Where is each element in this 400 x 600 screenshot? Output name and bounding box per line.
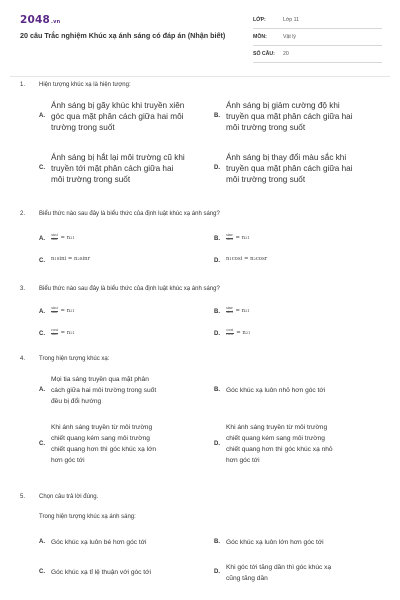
option-formula: $\frac{\sin r}{\sin i}$ = n 21 <box>226 233 250 242</box>
document-title: 20 câu Trắc nghiệm Khúc xạ ánh sáng có đáp án (Nhận biết) <box>20 31 226 40</box>
option-a[interactable] <box>39 306 209 319</box>
option-letter: D. <box>214 165 220 171</box>
option-letter: C. <box>39 441 45 447</box>
meta-subject-value: Vật lý <box>283 34 296 40</box>
option-text: Góc khúc xạ tỉ lệ thuận với góc tới <box>51 569 151 576</box>
option-letter: A. <box>39 539 45 545</box>
header-divider <box>10 76 390 77</box>
option-letter: B. <box>214 236 220 242</box>
question-number: 4. <box>20 356 26 362</box>
option-text: Mọi tia sáng truyền qua mặt phân cách giữa hai môi trường trong suốt đều bị đổi hướng <box>51 376 157 405</box>
option-d[interactable] <box>214 258 382 268</box>
question-number: 3. <box>20 286 26 292</box>
meta-class <box>253 14 382 29</box>
worksheet-header <box>20 14 382 74</box>
option-text: Khi ánh sáng truyền từ môi trường chiết quang kém sang môi trường chiết quang hơn thì góc khúc xạ lớn hơn góc tới <box>51 424 157 464</box>
option-letter: B. <box>214 539 220 545</box>
option-c[interactable] <box>39 258 209 268</box>
meta-subject <box>253 31 382 46</box>
option-letter: C. <box>39 569 45 575</box>
question-text: Biểu thức nào sau đây là biểu thức của định luật khúc xạ ánh sáng? <box>39 286 220 292</box>
option-letter: D. <box>214 441 220 447</box>
option-text: Ánh sáng bị giảm cường độ khi truyền qua mặt phân cách giữa hai môi trường trong suốt <box>226 101 353 133</box>
site-logo[interactable]: 2048.vn <box>20 14 61 26</box>
meta-count-label: SỐ CÂU: <box>253 51 275 57</box>
option-letter: A. <box>39 113 45 119</box>
option-letter: C. <box>39 165 45 171</box>
option-text: Góc khúc xạ luôn lớn hơn góc tới <box>226 539 324 546</box>
option-formula: $\frac{\cos i}{\sin r}$ = n 21 <box>51 328 75 337</box>
option-letter: A. <box>39 236 45 242</box>
option-letter: D. <box>214 331 220 337</box>
question-number: 5. <box>20 494 26 500</box>
question-text: Chọn câu trả lời đúng. <box>39 494 99 500</box>
question-text: Biểu thức nào sau đây là biểu thức của định luật khúc xạ ánh sáng? <box>39 211 220 217</box>
option-formula: n 1 cosi = n 2 cosr <box>226 256 268 262</box>
meta-count-value: 20 <box>283 51 289 57</box>
option-formula: n 1 sini = n 2 sinr <box>51 256 91 262</box>
meta-subject-label: MÔN: <box>253 34 267 40</box>
option-text: Ánh sáng bị gãy khúc khi truyền xiên góc qua mặt phân cách giữa hai môi trường trong suốt <box>51 101 185 133</box>
option-letter: C. <box>39 331 45 337</box>
option-letter: B. <box>214 309 220 315</box>
option-text: Góc khúc xạ luôn nhỏ hơn góc tới <box>226 387 326 394</box>
option-formula: $\frac{\sin i}{\sin r}$ = n 21 <box>51 306 75 315</box>
question-subtext: Trong hiện tượng khúc xạ ánh sáng: <box>39 514 136 520</box>
option-text: Khi ánh sáng truyền từ môi trường chiết quang kém sang môi trường chiết quang hơn thì góc khúc xạ nhỏ hơn góc tới <box>226 424 333 464</box>
worksheet-meta <box>253 14 382 65</box>
option-letter: D. <box>214 258 220 264</box>
option-formula: $\frac{\sin r}{\sin i}$ = n 21 <box>226 306 250 315</box>
option-text: Khi góc tới tăng dần thì góc khúc xạ cũng tăng dần <box>226 564 332 582</box>
option-d[interactable] <box>214 328 382 341</box>
meta-class-label: LỚP: <box>253 17 266 23</box>
option-c[interactable] <box>39 328 209 341</box>
option-text: Góc khúc xạ luôn bé hơn góc tới <box>51 539 147 546</box>
option-letter: C. <box>39 258 45 264</box>
meta-class-value: Lớp 11 <box>283 17 299 23</box>
option-letter: D. <box>214 569 220 575</box>
option-b[interactable] <box>214 306 382 319</box>
question-number: 1. <box>20 82 26 88</box>
option-a[interactable] <box>39 233 209 246</box>
option-b[interactable] <box>214 233 382 246</box>
option-letter: B. <box>214 387 220 393</box>
question-text: Trong hiện tượng khúc xạ: <box>39 356 110 362</box>
option-text: Ánh sáng bị thay đổi màu sắc khi truyền qua mặt phân cách giữa hai môi trường trong suốt <box>226 153 353 185</box>
option-formula: $\frac{\cos i}{\cos r}$ = n 21 <box>226 328 251 337</box>
option-text: Ánh sáng bị hắt lại môi trường cũ khi truyền tới mặt phân cách giữa hai môi trường trong suốt <box>51 153 185 185</box>
option-letter: B. <box>214 113 220 119</box>
option-letter: A. <box>39 387 45 393</box>
question-number: 2. <box>20 211 26 217</box>
question-text: Hiện tượng khúc xạ là hiện tượng: <box>39 82 131 88</box>
option-formula: $\frac{\sin i}{\sin r}$ = n 21 <box>51 233 75 242</box>
option-letter: A. <box>39 309 45 315</box>
meta-count <box>253 48 382 63</box>
